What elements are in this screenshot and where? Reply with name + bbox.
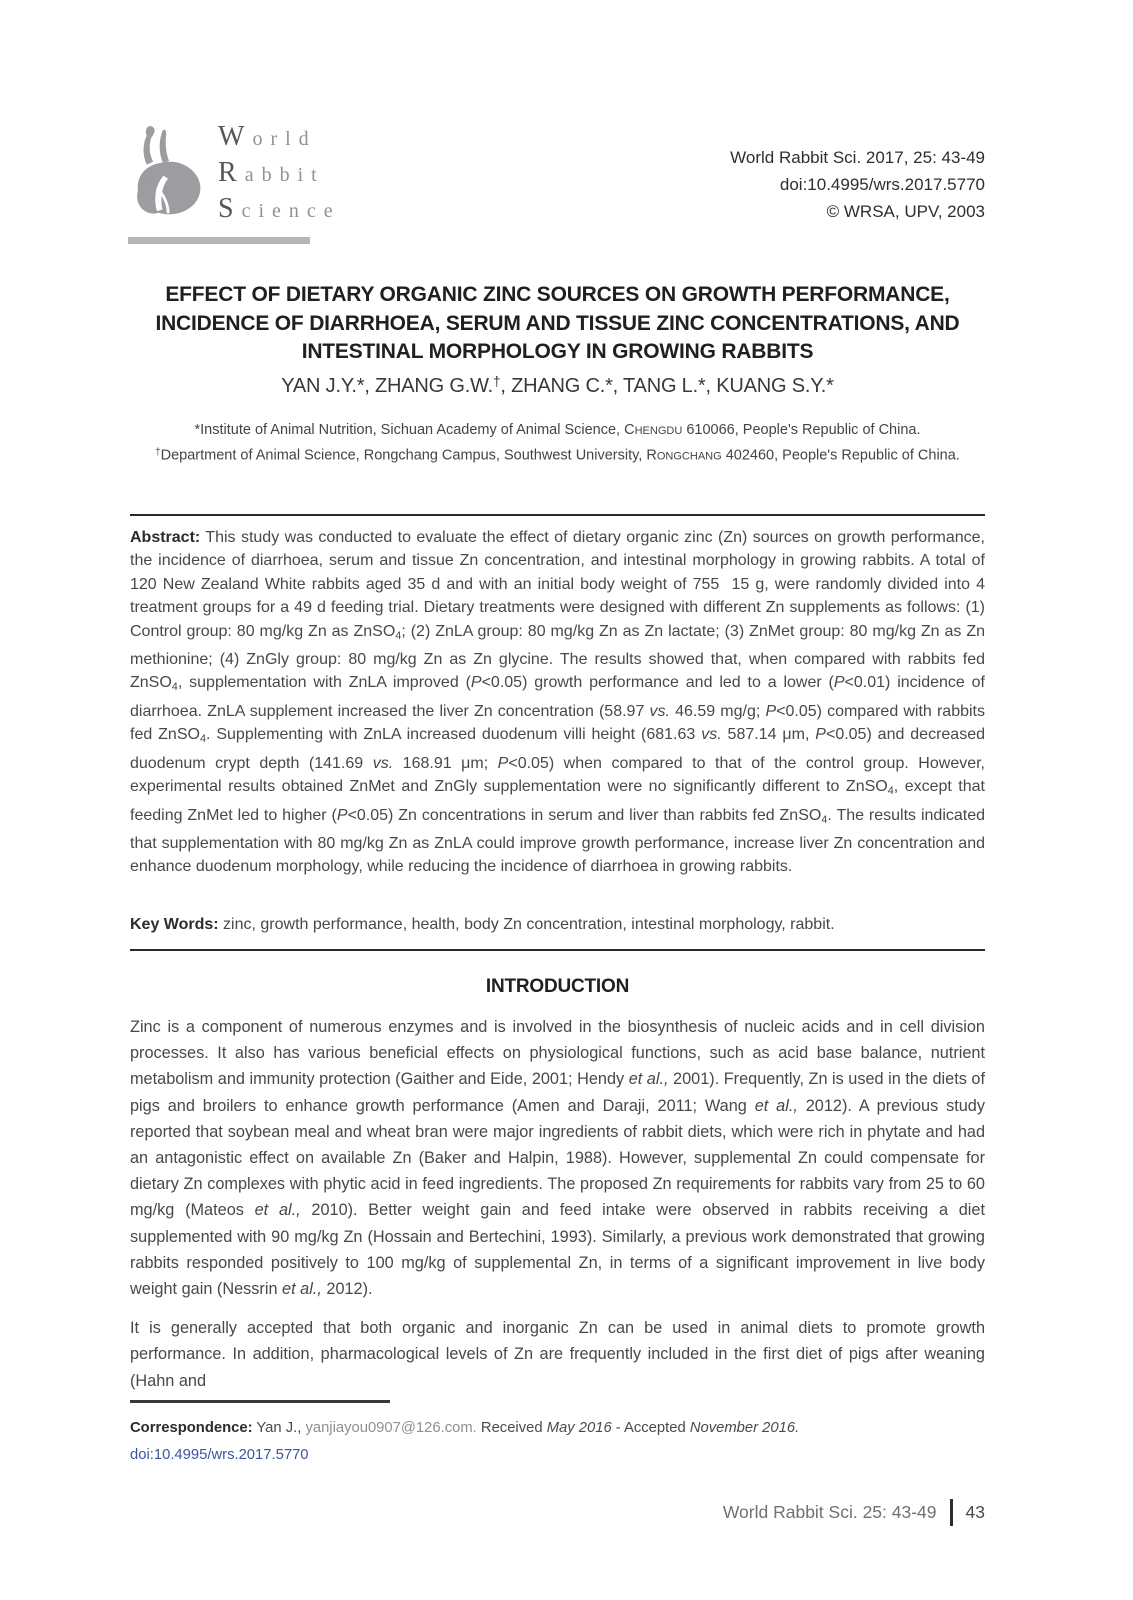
article-title: EFFECT OF DIETARY ORGANIC ZINC SOURCES ON GROWTH PERFORMANCE, INCIDENCE OF DIARRHOEA, SERUM AND TISSUE ZINC CONCENTRATIONS, AND INTESTINAL MORPHOLOGY IN GROWING RABBITS bbox=[155, 283, 960, 363]
abstract-text: This study was conducted to evaluate the effect of dietary organic zinc (Zn) sources on growth performance, the incidence of diarrhoea, serum and tissue Zn concentration, and intestinal morphology in growing rabbits. A total of 120 New Zealand White rabbits aged 35 d and with an initial body weight of 755 15 g, were randomly divided into 4 treatment groups for a 49 d feeding trial. Dietary treatments were designed with different Zn supplements as follows: (1) Control group: 80 mg/kg Zn as ZnSO4; (2) ZnLA group: 80 mg/kg Zn as Zn lactate; (3) ZnMet group: 80 mg/kg Zn as Zn methionine; (4) ZnGly group: 80 mg/kg Zn as Zn glycine. The results showed that, when compared with rabbits fed ZnSO4, supplementation with ZnLA improved (P<0.05) growth performance and led to a lower (P<0.01) incidence of diarrhoea. ZnLA supplement increased the liver Zn concentration (58.97 vs. 46.59 mg/g; P<0.05) compared with rabbits fed ZnSO4. Supplementing with ZnLA increased duodenum villi height (681.63 vs. 587.14 μm, P<0.05) and decreased duodenum crypt depth (141.69 vs. 168.91 μm; P<0.05) when compared to that of the control group. However, experimental results obtained ZnMet and ZnGly supplementation were no significantly different to ZnSO4, except that feeding ZnMet led to higher (P<0.05) Zn concentrations in serum and liver than rabbits fed ZnSO4. The results indicated that supplementation with 80 mg/kg Zn as ZnLA could improve growth performance, increase liver Zn concentration and enhance duodenum morphology, while reducing the incidence of diarrhoea in growing rabbits. bbox=[130, 529, 986, 876]
keywords-line bbox=[130, 913, 985, 936]
doi-link[interactable]: doi:10.4995/wrs.2017.5770 bbox=[130, 1447, 309, 1463]
affiliation-1: *Institute of Animal Nutrition, Sichuan Academy of Animal Science, CHENGDU 610066, People's Republic of China. bbox=[194, 422, 921, 438]
correspondence-line: Correspondence: Yan J., yanjiayou0907@126.com. Received May 2016 - Accepted November 2016. bbox=[130, 1420, 800, 1436]
affiliation-2: †Department of Animal Science, Rongchang Campus, Southwest University, RONGCHANG 402460, People's Republic of China. bbox=[155, 447, 960, 464]
footer-journal-ref: World Rabbit Sci. 25: 43-49 bbox=[722, 1502, 937, 1522]
citation-journal-line: World Rabbit Sci. 2017, 25: 43-49 bbox=[730, 148, 985, 167]
keywords-text: zinc, growth performance, health, body Zn concentration, intestinal morphology, rabbit. bbox=[218, 916, 835, 933]
footer-divider-bar bbox=[950, 1499, 953, 1526]
citation-doi-line: doi:10.4995/wrs.2017.5770 bbox=[779, 175, 985, 194]
abstract-paragraph bbox=[130, 526, 985, 879]
keywords-bottom-rule bbox=[130, 949, 985, 951]
journal-logo bbox=[128, 120, 341, 244]
footer-page-number: 43 bbox=[965, 1502, 985, 1522]
logo-word-rabbit: Rabbit bbox=[218, 157, 325, 188]
introduction-body bbox=[130, 1014, 985, 1407]
page-footer bbox=[723, 1499, 985, 1526]
introduction-paragraph-2: It is generally accepted that both organic and inorganic Zn can be used in animal diets to promote growth performance. In addition, pharmacological levels of Zn are frequently included in the first diet of pigs after weaning (Hahn and bbox=[130, 1319, 985, 1390]
introduction-paragraph-1: Zinc is a component of numerous enzymes and is involved in the biosynthesis of nucleic acids and in cell division processes. It also has various beneficial effects on physiological functions, such as acid base balance, nutrient metabolism and immunity protection (Gaither and Eide, 2001; Hendy et al., 2001). Frequently, Zn is used in the diets of pigs and broilers to enhance growth performance (Amen and Daraji, 2011; Wang et al., 2012). A previous study reported that soybean meal and wheat bran were major ingredients of rabbit diets, which were rich in phytate and had an antagonistic effect on available Zn (Baker and Halpin, 1988). However, supplemental Zn could compensate for dietary Zn complexes with phytic acid in feed ingredients. The proposed Zn requirements for rabbits vary from 25 to 60 mg/kg (Mateos et al., 2010). Better weight gain and feed intake were observed in rabbits receiving a diet supplemented with 90 mg/kg Zn (Hossain and Bertechini, 1993). Similarly, a previous work demonstrated that growing rabbits responded positively to 100 mg/kg of supplemental Zn, in terms of a significant improvement in live body weight gain (Nessrin et al., 2012). bbox=[130, 1018, 986, 1299]
logo-word-world: World bbox=[218, 121, 317, 152]
rabbit-logo-icon bbox=[128, 120, 212, 226]
abstract-top-rule bbox=[130, 514, 985, 516]
journal-logo-wordmark bbox=[218, 120, 341, 228]
introduction-heading: INTRODUCTION bbox=[485, 976, 630, 997]
citation-copyright-line: © WRSA, UPV, 2003 bbox=[826, 202, 985, 221]
logo-word-science: Science bbox=[218, 193, 341, 224]
citation-block bbox=[730, 144, 985, 225]
abstract-label: Abstract: bbox=[130, 529, 201, 546]
keywords-label: Key Words: bbox=[130, 916, 219, 933]
author-line: YAN J.Y.*, ZHANG G.W.†, ZHANG C.*, TANG L.*, KUANG S.Y.* bbox=[281, 374, 834, 398]
logo-underline-bar bbox=[128, 237, 310, 244]
affiliations-block bbox=[130, 419, 985, 467]
footnote-rule bbox=[130, 1400, 390, 1403]
